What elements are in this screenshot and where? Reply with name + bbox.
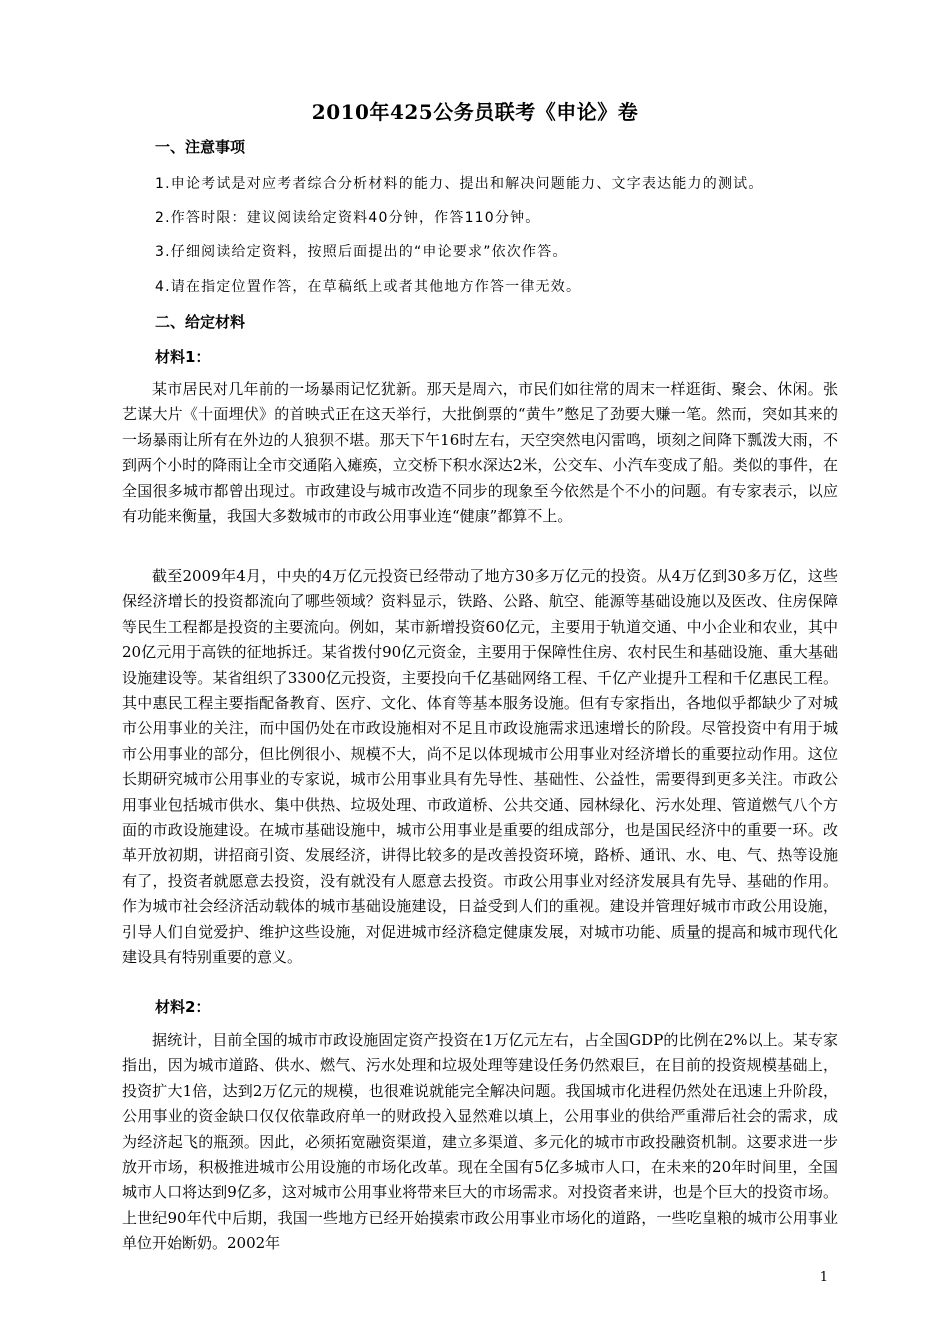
section-heading-notes: 一、注意事项 [155,138,246,156]
section-heading-materials: 二、给定材料 [155,313,246,331]
material-1-paragraph-2: 截至2009年4月，中央的4万亿元投资已经带动了地方30多万亿元的投资。从4万亿到30多万亿，这些保经济增长的投资都流向了哪些领域？资料显示，铁路、公路、航空、能源等基础设施以及医改、住房保障等民生工程都是投资的主要流向。例如，某市新增投资60亿元，主要用于轨道交通、中小企业和农业，其中20亿元用于高铁的征地拆迁。某省拨付90亿元资金，主要用于保障性住房、农村民生和基础设施、重大基础设施建设等。某省组织了3300亿元投资，主要投向千亿基础网络工程、千亿产业提升工程和千亿惠民工程。其中惠民工程主要指配备教育、医疗、文化、体育等基本服务设施。但有专家指出，各地似乎都缺少了对城市公用事业的关注，而中国仍处在市政设施相对不足且市政设施需求迅速增长的阶段。尽管投资中有用于城市公用事业的部分，但比例很小、规模不大，尚不足以体现城市公用事业对经济增长的重要拉动作用。这位长期研究城市公用事业的专家说，城市公用事业具有先导性、基础性、公益性，需要得到更多关注。市政公用事业包括城市供水、集中供热、垃圾处理、市政道桥、公共交通、园林绿化、污水处理、管道燃气八个方面的市政设施建设。在城市基础设施中，城市公用事业是重要的组成部分，也是国民经济中的重要一环。改革开放初期，讲招商引资、发展经济，讲得比较多的是改善投资环境，路桥、通讯、水、电、气、热等设施有了，投资者就愿意去投资，没有就没有人愿意去投资。市政公用事业对经济发展具有先导、基础的作用。作为城市社会经济活动载体的城市基础设施建设，日益受到人们的重视。建设并管理好城市市政公用设施，引导人们自觉爱护、维护这些设施，对促进城市经济稳定健康发展，对城市功能、质量的提高和城市现代化建设具有特别重要的意义。 [122,567,838,967]
material-1-paragraph-1: 某市居民对几年前的一场暴雨记忆犹新。那天是周六，市民们如往常的周末一样逛街、聚会、休闲。张艺谋大片《十面埋伏》的首映式正在这天举行，大批倒票的“黄牛”憋足了劲要大赚一笔。然而，突如其来的一场暴雨让所有在外边的人狼狈不堪。那天下午16时左右，天空突然电闪雷鸣，顷刻之间降下瓢泼大雨，不到两个小时的降雨让全市交通陷入瘫痪，立交桥下积水深达2米，公交车、小汽车变成了船。类似的事件，在全国很多城市都曾出现过。市政建设与城市改造不同步的现象至今依然是个不小的问题。有专家表示，以应有功能来衡量，我国大多数城市的市政公用事业连“健康”都算不上。 [122,380,838,526]
note-item-3: 3.仔细阅读给定资料，按照后面提出的“申论要求”依次作答。 [155,244,568,260]
material-2-label: 材料2： [155,998,211,1016]
material-1-label: 材料1： [155,348,211,366]
note-item-1: 1.申论考试是对应考者综合分析材料的能力、提出和解决问题能力、文字表达能力的测试。 [155,176,764,192]
note-item-2: 2.作答时限：建议阅读给定资料40分钟，作答110分钟。 [155,210,541,226]
note-item-4: 4.请在指定位置作答，在草稿纸上或者其他地方作答一律无效。 [155,279,582,295]
material-2-paragraph-1: 据统计，目前全国的城市市政设施固定资产投资在1万亿元左右，占全国GDP的比例在2%以上。某专家指出，因为城市道路、供水、燃气、污水处理和垃圾处理等建设任务仍然艰巨，在目前的投资规模基础上，投资扩大1倍，达到2万亿元的规模，也很难说就能完全解决问题。我国城市化进程仍然处在迅速上升阶段，公用事业的资金缺口仅仅依靠政府单一的财政投入显然难以填上，公用事业的供给严重滞后社会的需求，成为经济起飞的瓶颈。因此，必须拓宽融资渠道，建立多渠道、多元化的城市市政投融资机制。这要求进一步放开市场，积极推进城市公用设施的市场化改革。现在全国有5亿多城市人口，在未来的20年时间里，全国城市人口将达到9亿多，这对城市公用事业将带来巨大的市场需求。对投资者来讲，也是个巨大的投资市场。上世纪90年代中后期，我国一些地方已经开始摸索市政公用事业市场化的道路，一些吃皇粮的城市公用事业单位开始断奶。2002年 [122,1031,838,1253]
document-title: 2010年425公务员联考《申论》卷 [311,100,639,124]
page-number: 1 [819,1270,828,1285]
